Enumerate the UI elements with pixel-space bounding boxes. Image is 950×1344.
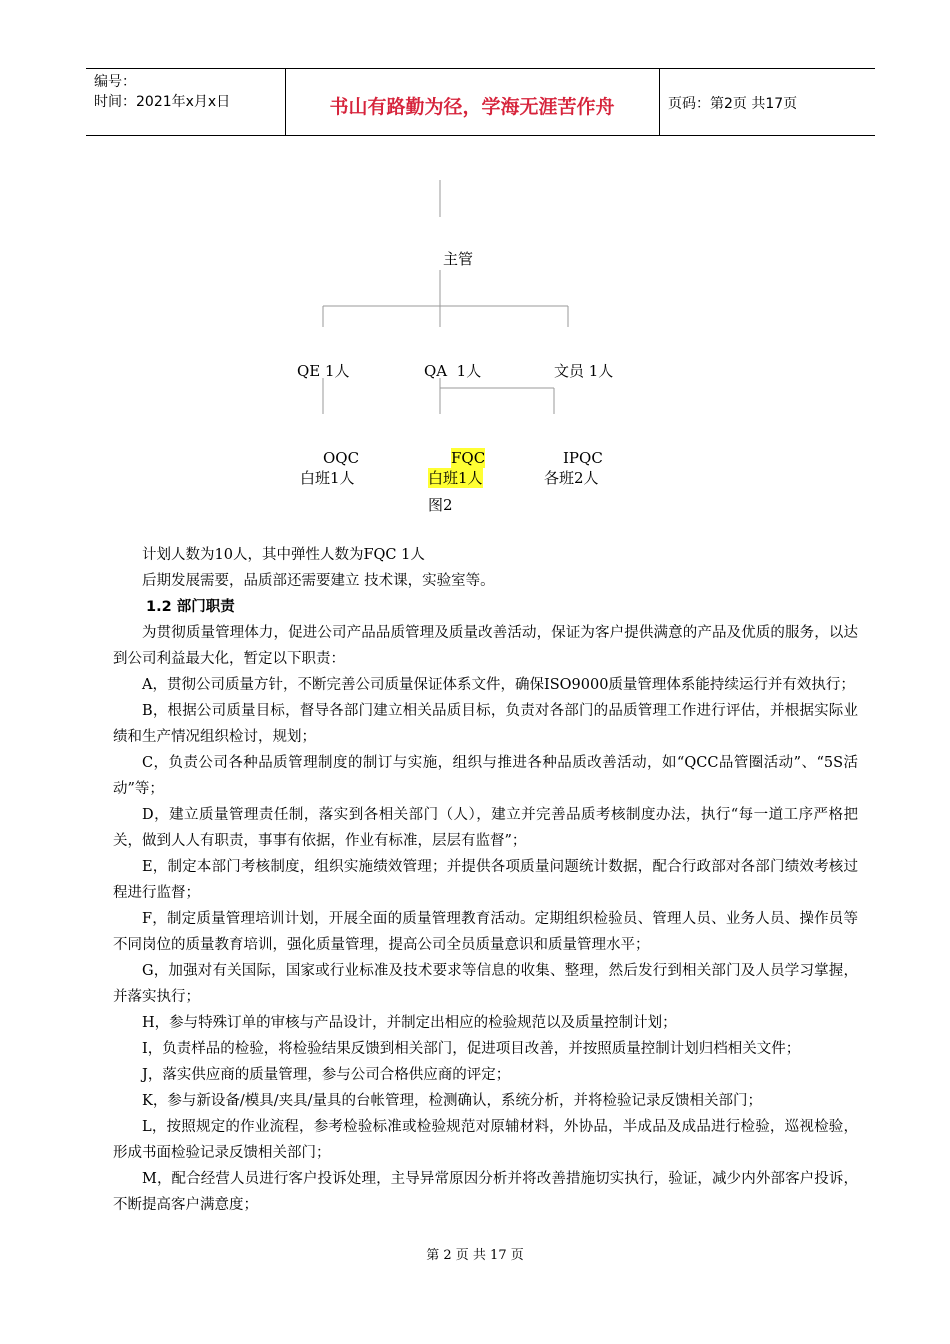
node-fqc-staff: 白班1人: [428, 469, 483, 487]
duty-item: M，配合经营人员进行客户投诉处理，主导异常原因分析并将改善措施切实执行，验证，减少内外部客户投诉，不断提高客户满意度；: [113, 1171, 858, 1213]
number-label: 编号：: [94, 74, 136, 90]
node-qe: QE 1人: [297, 362, 350, 380]
duty-item: B，根据公司质量目标，督导各部门建立相关品质目标，负责对各部门的品质管理工作进行评估，并根据实际业绩和生产情况组织检讨，规划；: [113, 703, 858, 745]
document-body: [113, 542, 858, 1218]
page-footer: 第 2 页 共 17 页: [426, 1248, 524, 1263]
node-oqc-staff: 白班1人: [300, 469, 355, 487]
duty-item: H，参与特殊订单的审核与产品设计，并制定出相应的检验规范以及质量控制计划；: [142, 1015, 677, 1031]
figure-caption: 图2: [428, 496, 453, 514]
duty-item: J，落实供应商的质量管理，参与公司合格供应商的评定；: [142, 1067, 511, 1083]
duty-item: E，制定本部门考核制度，组织实施绩效管理；并提供各项质量问题统计数据，配合行政部对各部门绩效考核过程进行监督；: [113, 859, 858, 901]
duty-item: K，参与新设备/模具/夹具/量具的台帐管理，检测确认，系统分析，并将检验记录反馈相关部门；: [142, 1093, 762, 1109]
org-chart-lines: [0, 0, 950, 520]
duty-item: I，负责样品的检验，将检验结果反馈到相关部门，促进项目改善，并按照质量控制计划归档相关文件；: [142, 1041, 801, 1057]
node-fqc-code: FQC: [451, 449, 486, 467]
paragraph: 后期发展需要，品质部还需要建立 技术课，实验室等。: [142, 573, 495, 589]
duty-item: A，贯彻公司质量方针，不断完善公司质量保证体系文件，确保ISO9000质量管理体系能持续运行并有效执行；: [142, 677, 855, 693]
header-page-label: 页码：第2页 共17页: [668, 96, 798, 112]
duty-item: L，按照规定的作业流程，参考检验标准或检验规范对原辅材料，外协品，半成品及成品进行检验，巡视检验，形成书面检验记录反馈相关部门；: [113, 1119, 858, 1161]
node-ipqc-code: IPQC: [563, 449, 603, 467]
duty-item: F，制定质量管理培训计划，开展全面的质量管理教育活动。定期组织检验员、管理人员、业务人员、操作员等不同岗位的质量教育培训，强化质量管理，提高公司全员质量意识和质量管理水平；: [113, 911, 858, 953]
duty-item: D，建立质量管理责任制，落实到各相关部门（人），建立并完善品质考核制度办法，执行“每一道工序严格把关，做到人人有职责，事事有依据，作业有标准，层层有监督”；: [113, 807, 858, 849]
duty-item: G，加强对有关国际，国家或行业标准及技术要求等信息的收集、整理，然后发行到相关部门及人员学习掌握，并落实执行；: [113, 963, 858, 1005]
node-qa: QA 1人: [424, 362, 482, 380]
node-clerk: 文员 1人: [554, 362, 614, 380]
org-chart: [0, 0, 950, 520]
node-oqc-code: OQC: [323, 449, 360, 467]
node-ipqc-staff: 各班2人: [544, 469, 599, 487]
section-heading: 1.2 部门职责: [146, 599, 235, 615]
time-label: 时间：2021年x月x日: [94, 94, 231, 110]
duty-item: C，负责公司各种品质管理制度的制订与实施，组织与推进各种品质改善活动，如“QCC品管圈活动”、“5S活动”等；: [113, 755, 858, 797]
paragraph: 计划人数为10人，其中弹性人数为FQC 1人: [142, 547, 425, 563]
paragraph: 为贯彻质量管理体力，促进公司产品品质管理及质量改善活动，保证为客户提供满意的产品及优质的服务，以达到公司利益最大化，暂定以下职责：: [113, 625, 858, 667]
node-supervisor: 主管: [443, 250, 474, 268]
header-motto: 书山有路勤为径，学海无涯苦作舟: [329, 96, 615, 118]
